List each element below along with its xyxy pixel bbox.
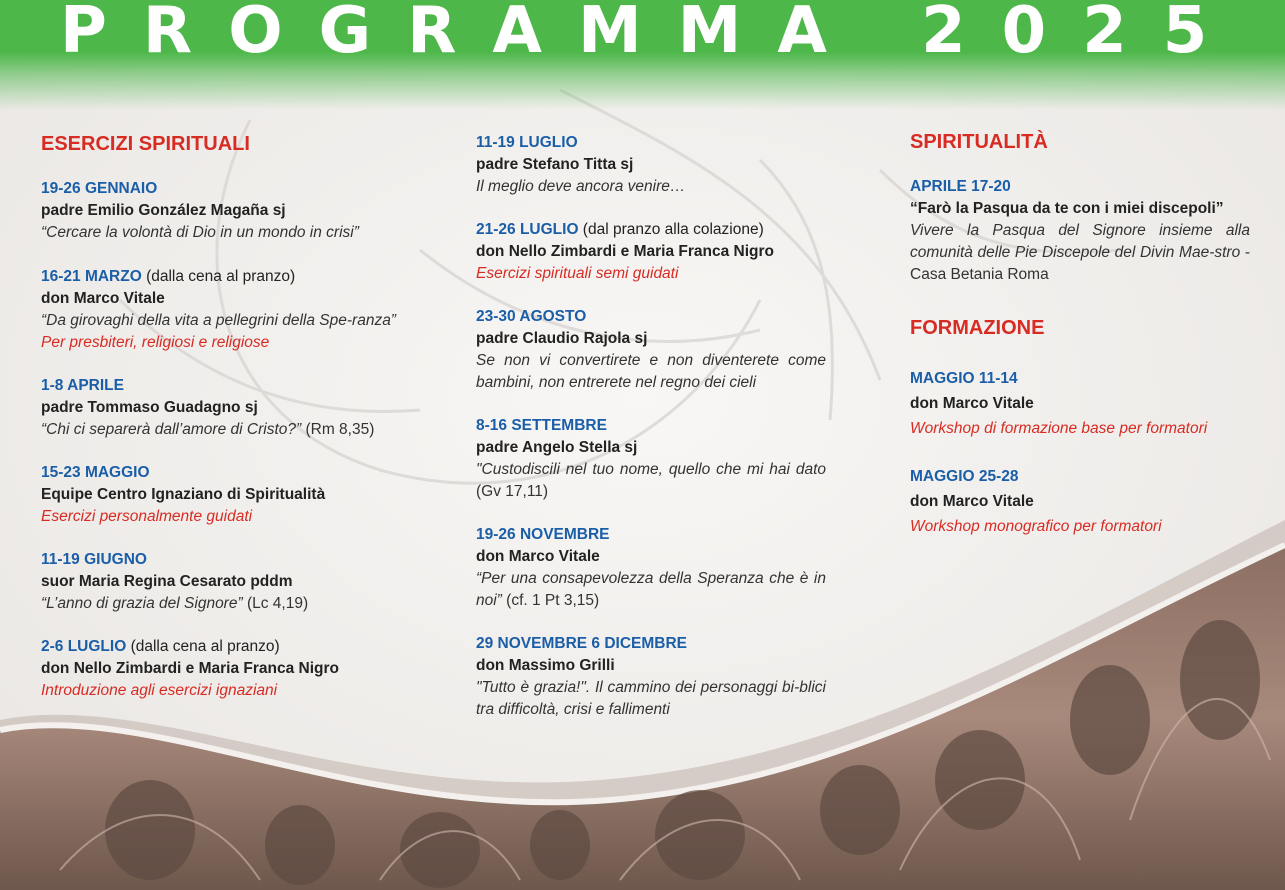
entry-title: Se non vi convertirete e non diventerete come bambini, non entrerete nel regno dei cieli bbox=[476, 352, 826, 391]
entry-leader: don Marco Vitale bbox=[476, 548, 600, 565]
program-entry bbox=[41, 636, 421, 702]
entry-location: - Casa Betania Roma bbox=[910, 244, 1250, 283]
program-entry bbox=[476, 306, 826, 394]
entry-event-title: “Farò la Pasqua da te con i miei discepoli” bbox=[910, 200, 1224, 217]
program-entry bbox=[476, 415, 826, 503]
program-entry bbox=[41, 462, 421, 528]
entry-date: 23-30 AGOSTO bbox=[476, 308, 587, 325]
entry-date-line bbox=[41, 462, 421, 484]
program-entry bbox=[476, 524, 826, 612]
entry-title-line bbox=[41, 310, 421, 332]
entry-title-line bbox=[476, 350, 826, 394]
entry-date-line bbox=[476, 219, 826, 241]
entry-leader: don Marco Vitale bbox=[41, 290, 165, 307]
col2-entry-list bbox=[476, 132, 826, 721]
program-entry bbox=[41, 549, 421, 615]
entry-leader: padre Claudio Rajola sj bbox=[476, 330, 648, 347]
entry-leader: don Nello Zimbardi e Maria Franca Nigro bbox=[476, 243, 774, 260]
entry-date: 19-26 GENNAIO bbox=[41, 180, 158, 197]
entry-subtitle: Workshop monografico per formatori bbox=[910, 518, 1162, 535]
entry-title: “L’anno di grazia del Signore” bbox=[41, 595, 243, 612]
entry-date-line bbox=[476, 524, 826, 546]
section-heading-formazione: FORMAZIONE bbox=[910, 317, 1045, 339]
entry-title: “Cercare la volontà di Dio in un mondo in crisi” bbox=[41, 224, 359, 241]
entry-schedule-note: (dal pranzo alla colazione) bbox=[578, 221, 764, 238]
column-spiritualita-formazione bbox=[910, 130, 1250, 539]
section-heading-esercizi-spirituali: ESERCIZI SPIRITUALI bbox=[41, 133, 250, 155]
program-entry bbox=[476, 219, 826, 285]
entry-date-line bbox=[41, 549, 421, 571]
entry-date-line bbox=[41, 375, 421, 397]
entry-leader: don Nello Zimbardi e Maria Franca Nigro bbox=[41, 660, 339, 677]
entry-date-line bbox=[476, 132, 826, 154]
entry-reference: (Lc 4,19) bbox=[242, 595, 309, 612]
entry-subtitle: Workshop di formazione base per formatori bbox=[910, 420, 1208, 437]
program-entry bbox=[41, 266, 421, 354]
entry-date: 15-23 MAGGIO bbox=[41, 464, 150, 481]
entry-title: "Custodiscili nel tuo nome, quello che mi hai dato bbox=[476, 461, 826, 478]
entry-reference: (cf. 1 Pt 3,15) bbox=[501, 592, 600, 609]
entry-title: “Chi ci separerà dall’amore di Cristo?” bbox=[41, 421, 302, 438]
program-entry bbox=[910, 176, 1250, 286]
col1-entry-list bbox=[41, 178, 421, 702]
entry-schedule-note: (dalla cena al pranzo) bbox=[141, 268, 296, 285]
program-entry bbox=[910, 464, 1250, 539]
entry-leader: don Massimo Grilli bbox=[476, 657, 615, 674]
entry-date-line bbox=[41, 636, 421, 658]
entry-date: MAGGIO 25-28 bbox=[910, 468, 1019, 485]
header-banner bbox=[0, 0, 1285, 110]
program-entry bbox=[41, 375, 421, 441]
entry-leader: padre Angelo Stella sj bbox=[476, 439, 638, 456]
entry-date-line bbox=[41, 266, 421, 288]
program-entry bbox=[910, 366, 1250, 441]
spiritualita-entry-list bbox=[910, 176, 1250, 286]
entry-title-line bbox=[476, 568, 826, 612]
entry-title-line bbox=[41, 419, 421, 441]
entry-title: “Da girovaghi della vita a pellegrini della Spe-ranza” bbox=[41, 312, 396, 329]
entry-description: Vivere la Pasqua del Signore insieme alla comunità delle Pie Discepole del Divin Mae-stro bbox=[910, 222, 1250, 261]
entry-title-line bbox=[476, 677, 826, 721]
program-entry bbox=[476, 132, 826, 198]
section-heading-spiritualita: SPIRITUALITÀ bbox=[910, 131, 1048, 153]
page-title: PROGRAMMA 2025 bbox=[60, 0, 1244, 68]
entry-date: 2-6 LUGLIO bbox=[41, 638, 127, 655]
formazione-entry-list bbox=[910, 366, 1250, 539]
entry-date: 8-16 SETTEMBRE bbox=[476, 417, 607, 434]
entry-leader: suor Maria Regina Cesarato pddm bbox=[41, 573, 293, 590]
entry-leader: padre Emilio González Magaña sj bbox=[41, 202, 286, 219]
entry-date: APRILE 17-20 bbox=[910, 178, 1011, 195]
entry-date: MAGGIO 11-14 bbox=[910, 370, 1018, 387]
entry-date-line bbox=[476, 306, 826, 328]
entry-leader: don Marco Vitale bbox=[910, 493, 1034, 510]
entry-title-line bbox=[476, 459, 826, 503]
entry-subtitle: Per presbiteri, religiosi e religiose bbox=[41, 334, 270, 351]
entry-subtitle: Esercizi spirituali semi guidati bbox=[476, 265, 679, 282]
entry-date-line bbox=[476, 415, 826, 437]
entry-title: Il meglio deve ancora venire… bbox=[476, 178, 686, 195]
entry-subtitle: Esercizi personalmente guidati bbox=[41, 508, 253, 525]
entry-subtitle: Introduzione agli esercizi ignaziani bbox=[41, 682, 278, 699]
entry-leader: don Marco Vitale bbox=[910, 395, 1034, 412]
entry-title: "Tutto è grazia!". Il cammino dei personaggi bi-blici tra difficoltà, crisi e fallimenti bbox=[476, 679, 826, 718]
program-entry bbox=[41, 178, 421, 244]
entry-date-line bbox=[41, 178, 421, 200]
entry-description-line bbox=[910, 220, 1250, 286]
entry-date: 19-26 NOVEMBRE bbox=[476, 526, 610, 543]
entry-reference: (Rm 8,35) bbox=[301, 421, 375, 438]
entry-schedule-note: (dalla cena al pranzo) bbox=[126, 638, 280, 655]
entry-title-line bbox=[41, 593, 421, 615]
entry-date: 29 NOVEMBRE 6 DICEMBRE bbox=[476, 635, 688, 652]
entry-title: “Per una consapevolezza della Speranza che è in noi” bbox=[476, 570, 826, 609]
entry-date: 11-19 GIUGNO bbox=[41, 551, 147, 568]
entry-title-line bbox=[41, 222, 421, 244]
entry-leader: Equipe Centro Ignaziano di Spiritualità bbox=[41, 486, 326, 503]
entry-title-line bbox=[476, 176, 826, 198]
entry-date: 11-19 LUGLIO bbox=[476, 134, 578, 151]
column-esercizi-spirituali bbox=[41, 132, 421, 702]
entry-date: 21-26 LUGLIO bbox=[476, 221, 579, 238]
entry-leader: padre Stefano Titta sj bbox=[476, 156, 634, 173]
entry-date: 16-21 MARZO bbox=[41, 268, 142, 285]
entry-leader: padre Tommaso Guadagno sj bbox=[41, 399, 258, 416]
column-esercizi-continued bbox=[476, 132, 826, 721]
entry-date: 1-8 APRILE bbox=[41, 377, 124, 394]
entry-date-line bbox=[476, 633, 826, 655]
program-entry bbox=[476, 633, 826, 721]
entry-reference: (Gv 17,11) bbox=[476, 483, 549, 500]
